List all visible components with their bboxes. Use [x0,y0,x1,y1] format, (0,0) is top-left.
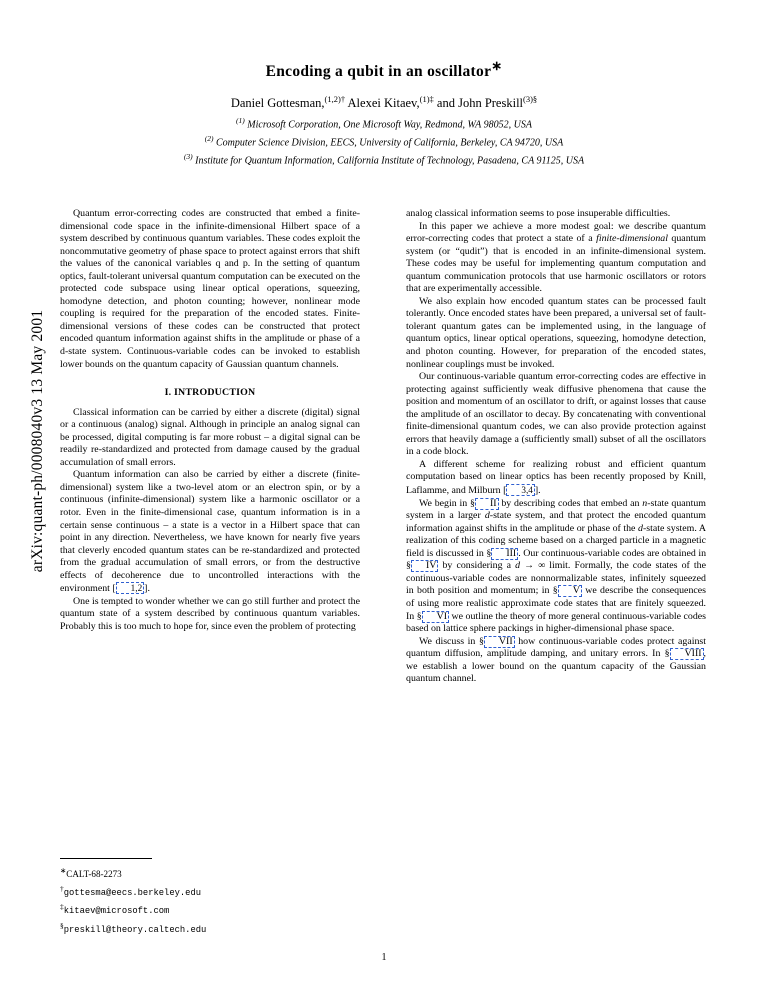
footnote-3-text[interactable]: preskill@theory.caltech.edu [63,924,207,935]
section-ref-viii[interactable]: VIII [670,648,704,660]
section-ref-vi[interactable]: VI [422,611,449,623]
section-ref-ii[interactable]: II [475,498,499,510]
paragraph-right-1: analog classical information seems to pose insuperable difficulties. [406,208,671,219]
section-ref-vii[interactable]: VII [484,636,515,648]
page-number: 1 [381,952,387,963]
footnote-0: ∗CALT-68-2273 [60,866,122,880]
footnote-divider [60,858,152,859]
title-footnote-marker: ∗ [491,58,503,73]
footnote-1-text[interactable]: gottesma@eecs.berkeley.edu [63,887,202,898]
footnote-2-text[interactable]: kitaev@microsoft.com [63,906,170,917]
paragraph-right-3: We also explain how encoded quantum states can be processed fault tolerantly. Once encoded states have been prepared, a universal set of fault-tolerant quantum gates can be implemented using, in the language of quantum optics, linear optical operations, squeezing, homodyne detection, and photon counting. However, for preparation of the encoded states, nonlinear couplings must be invoked. [406,295,706,370]
footnote-block [60,864,360,938]
footnote-2: ‡kitaev@microsoft.com [60,902,170,917]
section-ref-iv[interactable]: IV [411,560,438,572]
paragraph-intro-2: Quantum information can also be carried by either a discrete (finite-dimensional) system like a two-level atom or an electron spin, or by a continuous (infinite-dimensional) system like a harmonic oscillator or a rotor. Even in the finite-dimensional case, quantum information is in a certain sense continuous – a state is a vector in a Hilbert space that can point in any direction. Nevertheless, we have known for nearly five years that cleverly encoded quantum states can be re-standardized and protected from the gradual accumulation of small errors, or from the destructive effects of decoherence due to uncontrolled interactions with the environment [ 1,2 ]. [60,469,360,595]
paragraph-intro-3: One is tempted to wonder whether we can go still further and protect the quantum state of a system described by continuous quantum variables. Probably this is too much to hope for, since even the problem of protecting [60,595,360,632]
affiliation-1: $^{(1)}$ Microsoft Corporation, One Microsoft Way, Redmond, WA 98052, USA [236,116,532,131]
paragraph-intro-1: Classical information can be carried by either a discrete (digital) signal or a continuous (analog) signal. Although in principle an analog signal can be processed, digital computing is far more robust – a digital signal can be readily re-standardized and protected from damage caused by the gradual accumulation of small errors. [60,406,360,468]
affiliation-2: $^{(2)}$ Computer Science Division, EECS, University of California, Berkeley, CA 94720, USA [204,133,564,149]
paragraph-right-5: A different scheme for realizing robust and efficient quantum computation based on linear optics has been recently proposed by Knill, Laflamme, and Milburn [ 3,4 ]. [406,458,706,497]
arxiv-stamp: arXiv:quant-ph/0008040v3 13 May 2001 [29,309,46,573]
section-ref-iii[interactable]: III [491,548,518,560]
title-text: Encoding a qubit in an oscillator [265,63,492,81]
abstract-text: Quantum error-correcting codes are constructed that embed a finite-dimensional code space in the infinite-dimensional Hilbert space of a system described by continuous quantum variables. These codes exploit the noncommutative geometry of phase space to protect against errors that shift the values of the canonical variables q and p. In the setting of quantum optics, fault-tolerant universal quantum computation can be executed on the protected code subspace using linear optical operations, squeezing, homodyne detection, and photon counting; however, nonlinear mode coupling is required for the preparation of the encoded states. Finite-dimensional versions of these codes can be constructed that protect encoded quantum information against shifts in the amplitude or phase of a d-state system. Continuous-variable codes can be invoked to establish lower bounds on the quantum capacity of Gaussian quantum channels. [60,208,360,370]
footnote-0-text: CALT-68-2273 [66,869,122,880]
column-right [406,208,706,686]
paragraph-right-6: We begin in § II by describing codes that embed an n-state quantum system in a larger d-state system, and that protect the encoded quantum information against shifts in the amplitude or phase of the d-state system. A realization of this coding scheme based on a charged particle in a magnetic field is discussed in § III . Our continuous-variable codes are obtained in § IV by considering a d → ∞ limit. Formally, the code states of the continuous-variable codes are nonnormalizable states, infinitely squeezed in both position and momentum; in § V we describe the consequences of using more realistic approximate code states that are finitely squeezed. In § VI we outline the theory of more general continuous-variable codes based on lattice sphere packings in higher-dimensional phase space. [406,497,706,635]
paragraph-right-4: Our continuous-variable quantum error-correcting codes are effective in protecting against sufficiently weak diffusive phenomena that cause the position and momentum of an oscillator to drift, or against losses that cause the amplitude of an oscillator to decay. By concatenating with conventional finite-dimensional quantum codes, we can also provide protection against errors that heavily damage a (sufficiently small) subset of all the oscillators in a code block. [406,371,706,458]
section-ref-v[interactable]: V [558,585,582,597]
paragraph-right-2: In this paper we achieve a more modest goal: we describe quantum error-correcting codes that protect a state of a finite-dimensional quantum system (or “qudit”) that is encoded in an infinite-dimensional system. These codes may be useful for implementing quantum computation and quantum communication protocols that use harmonic oscillators or rotors that are experimentally accessible. [406,220,706,295]
affiliation-list [0,114,768,168]
footnote-3: §preskill@theory.caltech.edu [60,920,207,935]
column-left [60,208,360,634]
page-title [0,58,768,81]
author-list: Daniel Gottesman,$^{(1,2)\dagger}$ Alexei Kitaev,$^{(1)\ddagger}$ and John Preskill$^{(3)\S}$ [230,94,538,111]
citation-3-4[interactable]: 3,4 [506,484,534,496]
abstract [60,208,360,371]
footnote-1: †gottesma@eecs.berkeley.edu [60,883,202,898]
citation-1-2[interactable]: 1,2 [116,582,144,594]
paragraph-right-7: We discuss in § VII how continuous-variable codes protect against quantum diffusion, amplitude damping, and unitary errors. In § VIII , we establish a lower bound on the quantum capacity of the Gaussian quantum channel. [406,635,706,685]
section-heading-introduction: I. INTRODUCTION [164,387,256,399]
affiliation-3: $^{(3)}$ Institute for Quantum Information, California Institute of Technology, Pasadena, CA 91125, USA [183,151,585,167]
